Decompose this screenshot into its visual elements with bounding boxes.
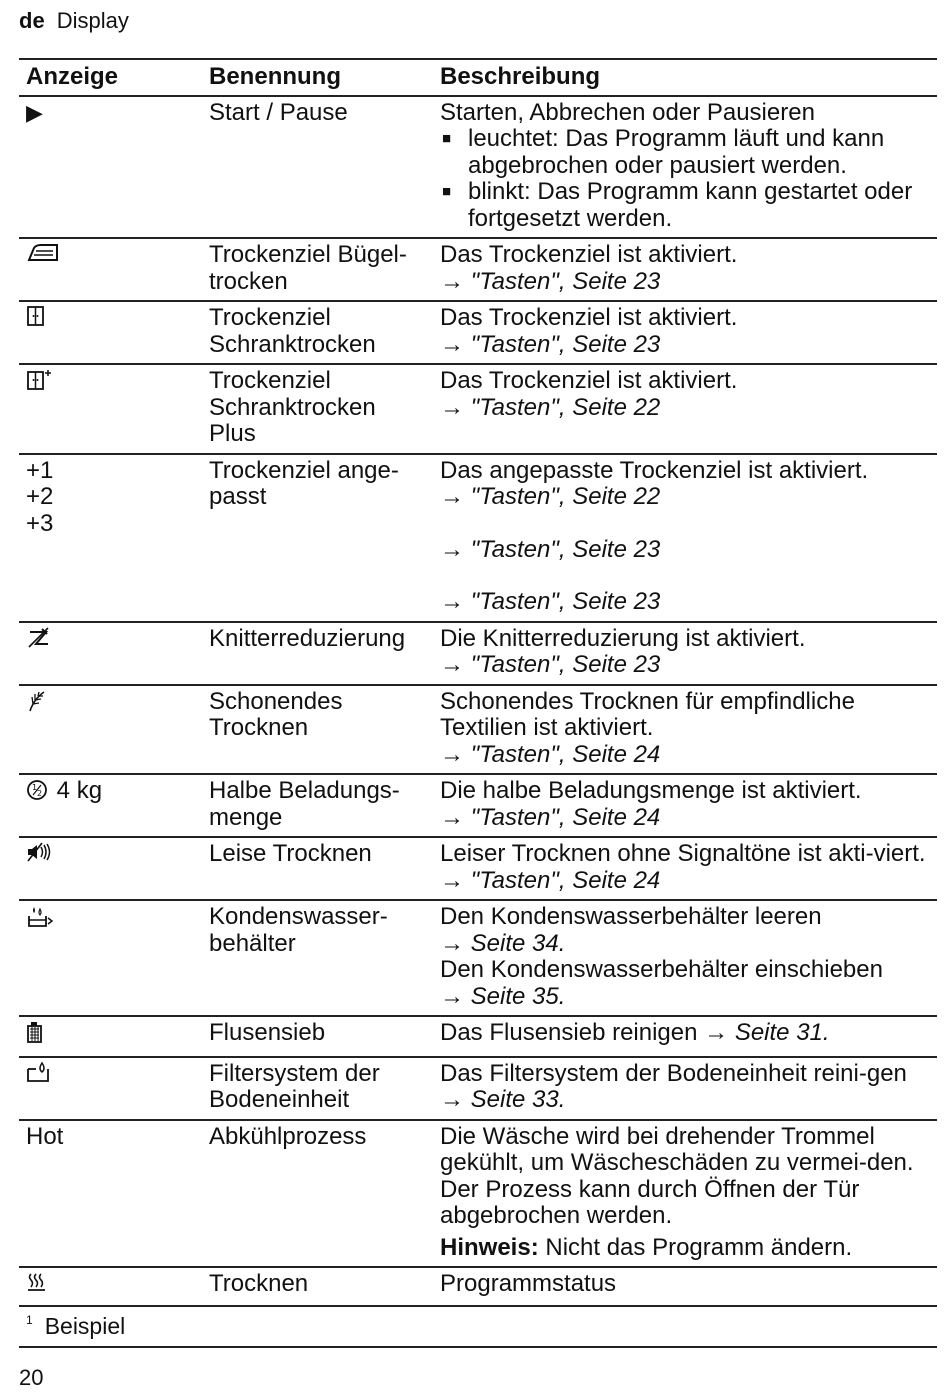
page-reference: → "Tasten", Seite 23 [440,588,661,615]
anzeige-cell [19,837,202,900]
drying-icon [26,1271,48,1293]
beschreibung-cell: Programmstatus [440,1270,617,1297]
play-icon: ▶ [26,99,43,125]
beschreibung-cell [433,900,937,1016]
beschreibung-cell [433,1016,937,1057]
anzeige-cell [19,622,202,685]
half-load-icon [26,779,50,801]
table-row [19,622,937,685]
benennung-cell: Halbe Beladungs-menge [209,777,400,831]
page-number: 20 [19,1365,44,1390]
note-label: Hinweis: [440,1233,539,1261]
table-row [19,238,937,301]
arrow-icon: → [440,267,464,295]
table-row [19,454,937,622]
page-reference: → "Tasten", Seite 22 [440,483,661,510]
arrow-icon: → [440,803,464,831]
benennung-cell: Abkühlprozess [209,1122,367,1150]
table-header-row [19,59,937,96]
section-title: Display [56,8,129,33]
anzeige-cell [19,774,202,837]
anzeige-cell [19,96,202,239]
arrow-icon: → [440,866,464,894]
table-row [19,1016,937,1057]
cupboard-icon [26,305,46,327]
page-reference: → "Tasten", Seite 22 [440,393,661,421]
description-text: Starten, Abbrechen oder Pausieren [440,98,815,126]
svg-text:1: 1 [32,783,38,792]
beschreibung-cell [433,301,937,364]
description-text: Leiser Trocknen ohne Signaltöne ist akti-viert. [440,840,926,867]
feather-icon [26,689,48,713]
arrow-icon: → [440,740,464,768]
benennung-cell: Kondenswasser-behälter [209,903,388,957]
table-row [19,364,937,454]
beschreibung-cell [433,454,937,622]
arrow-icon: → [440,982,464,1010]
benennung-cell: Trockenziel ange-passt [209,456,399,510]
table-row [19,900,937,1016]
beschreibung-cell [433,685,937,775]
arrow-icon: → [440,588,464,615]
description-text: Das Filtersystem der Bodeneinheit reini-gen [440,1059,907,1087]
bullet-item: ■ leuchtet: Das Programm läuft und kann abgebrochen oder pausiert werden. [440,126,931,179]
anzeige-cell [19,1267,202,1306]
arrow-icon: → [440,929,464,957]
description-text: Den Kondenswasserbehälter einschieben [440,956,883,983]
arrow-icon: → [440,393,464,421]
description-text: Den Kondenswasserbehälter leeren [440,903,822,930]
cupboard-plus-icon [26,368,56,390]
description-text: Die Knitterreduzierung ist aktiviert. [440,624,806,652]
table-row [19,685,937,775]
description-text: Schonendes Trocknen für empfindliche Textilien ist aktiviert. [440,687,855,741]
anzeige-cell: Hot [26,1122,64,1150]
benennung-cell: Leise Trocknen [209,840,372,867]
description-text: Das Trockenziel ist aktiviert. [440,367,738,394]
benennung-cell: Trockenziel Schranktrocken Plus [209,367,376,447]
anzeige-cell [19,900,202,1016]
beschreibung-cell [433,96,937,239]
anzeige-cell [19,364,202,454]
table-row [19,96,937,239]
footnote-text: Beispiel [44,1313,126,1339]
anzeige-cell [19,238,202,301]
benennung-cell: Schonendes Trocknen [209,687,343,741]
note-text: Nicht das Programm ändern. [545,1233,853,1261]
page-reference: → "Tasten", Seite 24 [440,866,661,894]
table-row [19,1120,937,1268]
filter-system-icon [26,1061,54,1083]
arrow-icon: → [440,535,464,563]
anzeige-cell [19,301,202,364]
page-reference: → Seite 35. [440,982,566,1010]
anzeige-cell [19,454,202,622]
benennung-cell: Start / Pause [209,98,348,126]
load-weight: 4 kg [56,777,103,804]
table-row [19,1267,937,1306]
level-label: +3 [26,509,54,537]
benennung-cell: Trockenziel Schranktrocken [209,304,376,358]
anzeige-cell [19,685,202,775]
arrow-icon: → [440,483,464,510]
arrow-icon: → [440,330,464,358]
page-reference: Seite 33. [470,1086,566,1113]
arrow-icon: → [704,1019,729,1046]
col-header-benennung: Benennung [202,59,433,96]
page-reference: Seite 31. [734,1019,830,1046]
beschreibung-cell [433,837,937,900]
page-reference: → "Tasten", Seite 23 [440,535,661,563]
benennung-cell: Filtersystem der Bodeneinheit [209,1059,380,1113]
lint-filter-icon [26,1020,46,1044]
anzeige-cell [19,1016,202,1057]
footnote-mark: 1 [26,1313,33,1327]
iron-icon [26,242,60,264]
beschreibung-cell [433,774,937,837]
description-text: Die halbe Beladungsmenge ist aktiviert. [440,777,862,804]
page-reference: → "Tasten", Seite 24 [440,803,661,831]
page-reference: → "Tasten", Seite 24 [440,740,661,768]
beschreibung-cell [433,364,937,454]
page-header [19,8,129,34]
anti-crease-icon [26,626,52,650]
page-reference: → "Tasten", Seite 23 [440,651,661,678]
level-label: +2 [26,483,54,510]
mute-icon [26,841,54,863]
display-table [19,58,937,1307]
beschreibung-cell [433,622,937,685]
description-text: Die Wäsche wird bei drehender Trommel gekühlt, um Wäscheschäden zu vermei-den. Der Prozess kann durch Öffnen der Tür abgebrochen werden. [440,1122,914,1229]
language-code: de [19,8,45,33]
page-reference: → "Tasten", Seite 23 [440,267,661,295]
benennung-cell: Trocknen [209,1270,309,1297]
col-header-beschreibung: Beschreibung [433,59,937,96]
anzeige-cell [19,1057,202,1120]
table-row [19,837,937,900]
svg-text:2: 2 [37,789,43,798]
table-row [19,301,937,364]
arrow-icon: → [440,1086,464,1113]
table-row [19,774,937,837]
water-container-icon [26,904,54,928]
page-reference: → "Tasten", Seite 23 [440,330,661,358]
level-label: +1 [26,456,54,484]
col-header-anzeige: Anzeige [19,59,202,96]
beschreibung-cell [433,1120,937,1268]
description-text: Das Trockenziel ist aktiviert. [440,304,738,331]
benennung-cell: Trockenziel Bügel-trocken [209,241,407,295]
beschreibung-cell [433,1057,937,1120]
beschreibung-cell [433,238,937,301]
arrow-icon: → [440,651,464,678]
description-text: Das Trockenziel ist aktiviert. [440,241,738,268]
footnote [19,1311,937,1348]
note [440,1235,931,1262]
description-text: Das Flusensieb reinigen [440,1019,698,1046]
benennung-cell: Knitterreduzierung [209,624,406,652]
page-reference: → Seite 34. [440,929,566,957]
bullet-item: ■ blinkt: Das Programm kann gestartet oder fortgesetzt werden. [440,179,931,232]
description-text: Das angepasste Trockenziel ist aktiviert. [440,456,869,484]
benennung-cell: Flusensieb [209,1019,326,1046]
table-row [19,1057,937,1120]
